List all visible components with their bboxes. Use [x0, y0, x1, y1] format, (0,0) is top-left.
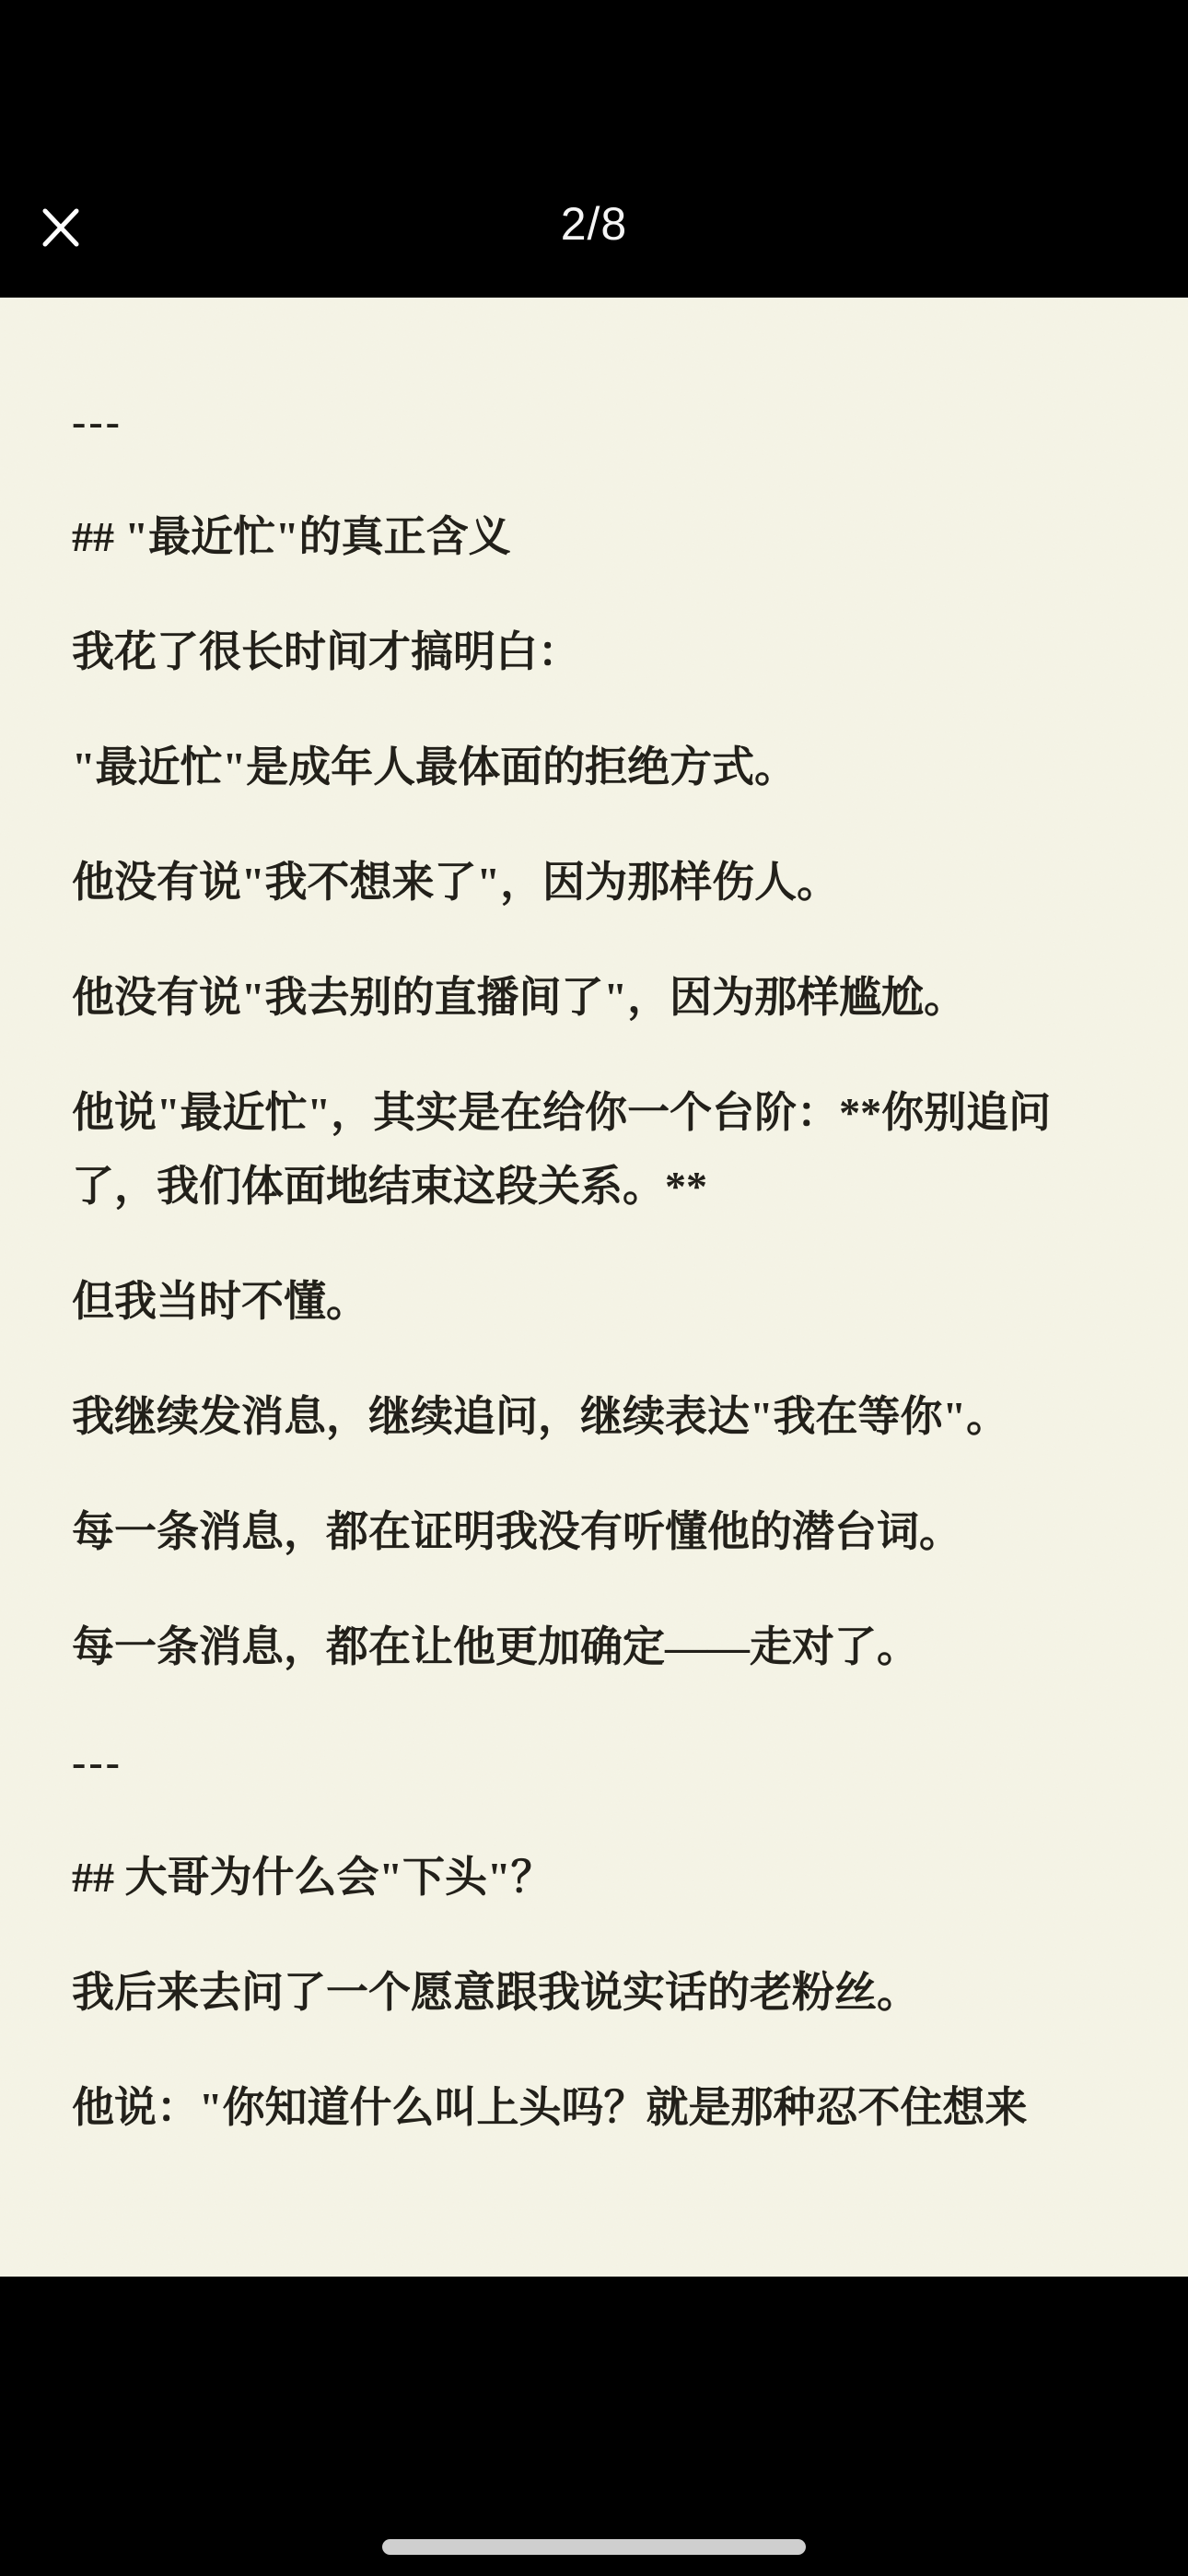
body-paragraph: 每一条消息，都在让他更加确定——走对了。	[72, 1623, 919, 1670]
body-paragraph: 他没有说"我不想来了"，因为那样伤人。	[72, 859, 840, 906]
page-indicator: 2/8	[560, 198, 628, 250]
heading-paragraph: ## 大哥为什么会"下头"？	[72, 1854, 553, 1901]
body-paragraph: 他没有说"我去别的直播间了"，因为那样尴尬。	[72, 974, 967, 1021]
body-paragraph: 他说："你知道什么叫上头吗？就是那种忍不住想来	[72, 2084, 1028, 2131]
body-paragraph: "最近忙"是成年人最体面的拒绝方式。	[72, 744, 798, 790]
document-page	[0, 298, 1188, 2277]
body-paragraph: 他说"最近忙"，其实是在给你一个台阶：**你别追问了，我们体面地结束这段关系。**	[72, 1089, 1052, 1210]
body-paragraph: 每一条消息，都在证明我没有听懂他的潜台词。	[72, 1508, 961, 1555]
body-paragraph: 我继续发消息，继续追问，继续表达"我在等你"。	[72, 1393, 1009, 1440]
body-paragraph: 我后来去问了一个愿意跟我说实话的老粉丝。	[72, 1969, 919, 2016]
header-row	[0, 175, 1188, 273]
home-indicator[interactable]	[382, 2539, 806, 2555]
body-paragraph: 但我当时不懂。	[72, 1278, 368, 1325]
divider-paragraph: ---	[72, 398, 122, 445]
document-body	[0, 298, 1188, 2277]
footer-bar	[0, 2277, 1188, 2576]
heading-paragraph: ## "最近忙"的真正含义	[72, 513, 511, 560]
header-bar	[0, 0, 1188, 298]
divider-paragraph: ---	[72, 1739, 122, 1786]
body-paragraph: 我花了很长时间才搞明白：	[72, 628, 580, 675]
